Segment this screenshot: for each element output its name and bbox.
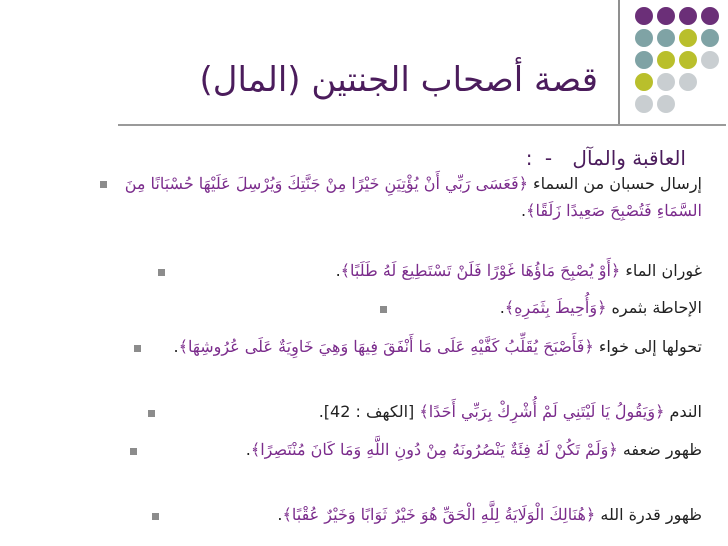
list-item [172,257,702,284]
item-tail: [الكهف : 42]. [318,402,420,421]
section-colon: : [525,146,533,170]
list-item [167,501,702,528]
bullet-marker [134,345,141,352]
item-verse: ﴿وَأُحِيطَ بِثَمَرِهِ﴾ [504,298,607,317]
item-verse: ﴿وَيَقُولُ يَا لَيْتَنِي لَمْ أُشْرِكْ بِرَبِّي أَحَدًا﴾ [419,402,665,421]
list-item [382,294,702,321]
bullet-marker [130,448,137,455]
item-tail: . [277,505,283,524]
item-verse: ﴿وَلَمْ تَكُنْ لَهُ فِئَةٌ يَنْصُرُونَهُ مِنْ دُونِ اللَّهِ وَمَا كَانَ مُنْتَصِرًا﴾ [250,440,618,459]
item-verse: ﴿فَعَسَى رَبِّي أَنْ يُؤْتِيَنِ خَيْرًا مِنْ جَنَّتِكَ وَيُرْسِلَ عَلَيْهَا حُسْبَانًا مِنَ السَّمَاءِ فَتُصْبِحَ صَعِيدًا زَلَقًا﴾ [124,174,702,220]
item-lead: إرسال حسبان من السماء [527,174,702,193]
bullet-marker [158,269,165,276]
list-item [147,333,702,360]
list-item [112,170,702,224]
bullet-marker [100,181,107,188]
section-label: العاقبة والمآل [572,146,686,170]
list-item [157,398,702,425]
slide-title: قصة أصحاب الجنتين (المال) [199,60,598,100]
item-tail: . [335,261,341,280]
item-tail: . [520,201,527,220]
bullet-marker [148,410,155,417]
item-tail: . [499,298,505,317]
item-lead: غوران الماء [620,261,702,280]
section-dash: - [544,146,553,170]
item-verse: ﴿هُنَالِكَ الْوَلَايَةُ لِلَّهِ الْحَقِّ هُوَ خَيْرٌ ثَوَابًا وَخَيْرٌ عُقْبًا﴾ [282,505,596,524]
item-lead: ظهور قدرة الله [595,505,702,524]
item-tail: . [173,337,179,356]
item-verse: ﴿أَوْ يُصْبِحَ مَاؤُهَا غَوْرًا فَلَنْ تَسْتَطِيعَ لَهُ طَلَبًا﴾ [340,261,621,280]
item-lead: تحولها إلى خواء [593,337,702,356]
item-verse: ﴿فَأَصْبَحَ يُقَلِّبُ كَفَّيْهِ عَلَى مَا أَنْفَقَ فِيهَا وَهِيَ خَاوِيَةٌ عَلَى عُرُوشِهَا﴾ [178,337,594,356]
bullet-marker [152,513,159,520]
item-lead: الندم [664,402,702,421]
list-item [142,436,702,463]
item-lead: الإحاطة بثمره [606,298,702,317]
item-lead: ظهور ضعفه [617,440,702,459]
item-tail: . [245,440,251,459]
